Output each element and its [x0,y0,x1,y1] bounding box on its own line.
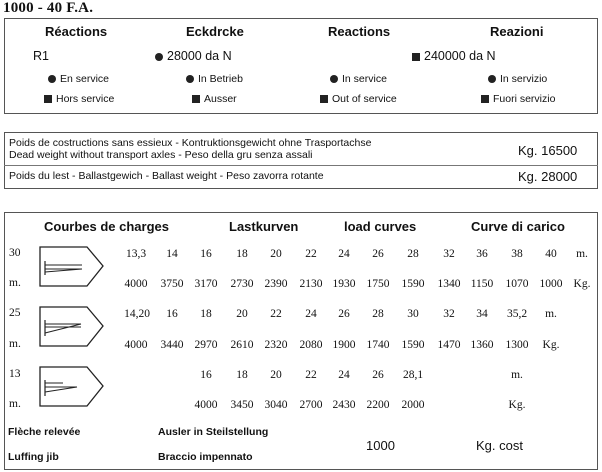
radius-value: 26 [338,308,350,320]
ballast-weight-value: Kg. 28000 [518,169,578,184]
load-value: 3440 [160,339,184,351]
load-value: 1070 [505,278,529,290]
radius-value: 30 [407,308,419,320]
load-value: 2080 [299,339,323,351]
legend-in-service-fr: En service [48,73,109,85]
load-value: 2390 [264,278,288,290]
load-value: 4000 [124,278,148,290]
row-unit-label: m. [9,398,21,410]
legend-out-service-it: Fuori servizio [481,93,555,105]
reactions-header-de: Eckdrcke [186,24,244,39]
r1-label: R1 [33,49,49,63]
radius-value: 28,1 [402,369,424,381]
load-value: 3750 [160,278,184,290]
radius-value: 18 [236,369,248,381]
radius-value: 14 [166,248,178,260]
jib-length-13: 13 [9,368,21,380]
load-value: 1930 [332,278,356,290]
radius-value: 26 [372,248,384,260]
load-value: 1150 [470,278,494,290]
jib-length-25: 25 [9,307,21,319]
load-curves-header-en: load curves [344,219,417,234]
radius-value: 16 [200,369,212,381]
radius-value: 20 [270,369,282,381]
radius-value: 24 [338,369,350,381]
luffing-label-fr: Flèche relevée [8,426,81,438]
load-value: 1900 [332,339,356,351]
reaction-value-left [155,49,232,63]
load-value: 1000 [539,278,563,290]
luffing-label-de: Ausler in Steilstellung [158,426,269,438]
dead-weight-line1: Poids de costructions sans essieux - Kontruktionsgewicht ohne Trasportachse [9,137,372,149]
load-curves-header-de: Lastkurven [229,219,299,234]
load-value: 1300 [505,339,529,351]
load-value: 2430 [332,399,356,411]
radius-value: 22 [305,369,317,381]
luffing-label-en: Luffing jib [8,451,59,463]
circle-marker-icon [48,75,56,83]
load-value: 2320 [264,339,288,351]
legend-out-service-fr: Hors service [44,93,114,105]
distance-unit: m. [576,248,588,260]
load-curves-header-fr: Courbes de charges [44,219,169,234]
dead-weight-line2: Dead weight without transport axles - Peso della gru senza assali [9,149,313,161]
distance-unit: m. [545,308,557,320]
load-value: 2610 [230,339,254,351]
load-curves-header-it: Curve di carico [471,219,565,234]
radius-value: 22 [305,248,317,260]
weights-divider [4,165,598,166]
radius-value: 35,2 [506,308,528,320]
load-value: 1750 [366,278,390,290]
row-unit-label: m. [9,277,21,289]
cost-value: 1000 [366,438,395,453]
load-value: 1590 [401,278,425,290]
load-unit: Kg. [542,339,560,351]
jib-diagram-25-icon [39,306,105,348]
load-value: 3450 [230,399,254,411]
load-value: 4000 [124,339,148,351]
load-value: 2700 [299,399,323,411]
load-value: 4000 [194,399,218,411]
radius-value: 20 [236,308,248,320]
load-value: 1340 [437,278,461,290]
legend-out-service-en: Out of service [320,93,397,105]
load-value: 1740 [366,339,390,351]
radius-value: 40 [545,248,557,260]
ballast-weight-text: Poids du lest - Ballastgewich - Ballast weight - Peso zavorra rotante [9,170,324,182]
load-unit: Kg. [573,278,591,290]
square-marker-icon [481,95,489,103]
radius-value: 24 [338,248,350,260]
load-value: 3040 [264,399,288,411]
square-marker-icon [320,95,328,103]
radius-value: 14,20 [124,308,150,320]
radius-value: 32 [443,308,455,320]
radius-value: 34 [476,308,488,320]
reaction-value-left-text: 28000 da N [167,49,232,63]
radius-value: 38 [511,248,523,260]
square-marker-icon [192,95,200,103]
legend-in-service-en: In service [330,73,387,85]
jib-diagram-30-icon [39,246,105,288]
reactions-header-en: Reactions [328,24,391,39]
row-unit-label: m. [9,338,21,350]
reaction-value-right-text: 240000 da N [424,49,496,63]
load-unit: Kg. [508,399,526,411]
load-value: 1360 [470,339,494,351]
circle-marker-icon [186,75,194,83]
legend-in-service-de: In Betrieb [186,73,243,85]
radius-value: 24 [305,308,317,320]
radius-value: 20 [270,248,282,260]
load-value: 2000 [401,399,425,411]
radius-value: 28 [372,308,384,320]
document-title: 1000 - 40 F.A. [3,0,94,16]
radius-value: 18 [236,248,248,260]
reactions-header-fr: Réactions [45,24,108,39]
square-marker-icon [412,53,420,61]
reactions-header-it: Reazioni [490,24,544,39]
load-value: 1590 [401,339,425,351]
circle-marker-icon [330,75,338,83]
radius-value: 32 [443,248,455,260]
circle-marker-icon [488,75,496,83]
distance-unit: m. [511,369,523,381]
radius-value: 36 [476,248,488,260]
radius-value: 22 [270,308,282,320]
radius-value: 16 [166,308,178,320]
load-value: 3170 [194,278,218,290]
square-marker-icon [44,95,52,103]
load-value: 2130 [299,278,323,290]
load-value: 2730 [230,278,254,290]
radius-value: 26 [372,369,384,381]
load-value: 2970 [194,339,218,351]
reaction-value-right [412,49,496,63]
radius-value: 28 [407,248,419,260]
load-value: 2200 [366,399,390,411]
load-value: 1470 [437,339,461,351]
circle-marker-icon [155,53,163,61]
legend-out-service-de: Ausser [192,93,237,105]
luffing-label-it: Braccio impennato [158,451,253,463]
jib-length-30: 30 [9,247,21,259]
jib-diagram-13-icon [39,366,105,408]
radius-value: 18 [200,308,212,320]
radius-value: 13,3 [125,248,147,260]
legend-in-service-it: In servizio [488,73,547,85]
cost-label: Kg. cost [476,438,523,453]
radius-value: 16 [200,248,212,260]
dead-weight-value: Kg. 16500 [518,143,578,158]
